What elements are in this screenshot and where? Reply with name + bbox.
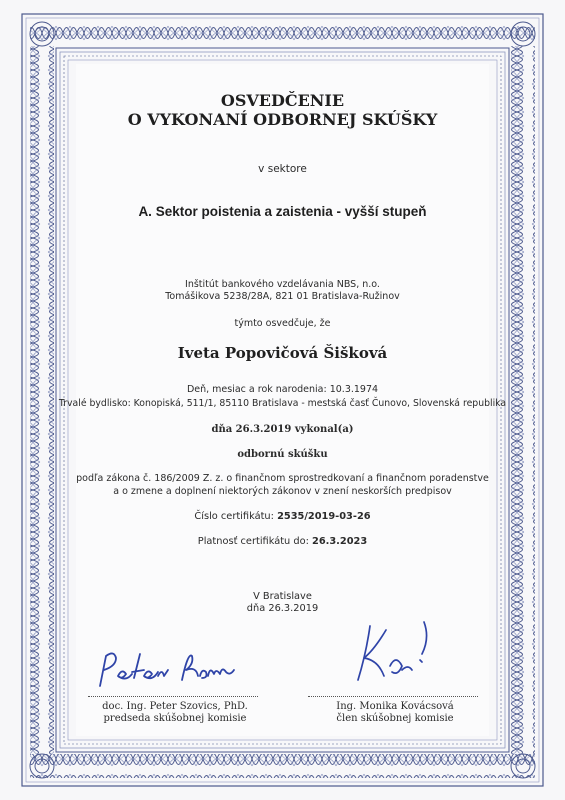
left-signatory-name: doc. Ing. Peter Szovics, PhD. bbox=[102, 701, 248, 712]
validity-row bbox=[0, 536, 565, 548]
validity-label: Platnosť certifikátu do: bbox=[197, 536, 313, 547]
certificate-number-row bbox=[0, 511, 565, 523]
right-signatory bbox=[295, 701, 495, 725]
issue-place: V Bratislave bbox=[253, 591, 312, 602]
right-signature-line bbox=[308, 696, 478, 697]
certificate-subtitle: O VYKONANÍ ODBORNEJ SKÚŠKY bbox=[127, 110, 438, 129]
left-signatory bbox=[75, 701, 275, 725]
left-signature bbox=[92, 646, 242, 692]
validity-date: 26.3.2023 bbox=[312, 536, 368, 547]
sector-name: A. Sektor poistenia a zaistenia - vyšší stupeň bbox=[138, 204, 427, 219]
certificate-title: OSVEDČENIE bbox=[220, 91, 345, 110]
law-reference-line2: a o zmene a doplnení niektorých zákonov v znení neskorších predpisov bbox=[113, 486, 452, 497]
law-reference-line1: podľa zákona č. 186/2009 Z. z. o finančnom sprostredkovaní a finančnom poradenstve bbox=[76, 473, 489, 484]
certificate-number-label: Číslo certifikátu: bbox=[194, 511, 278, 522]
birth-date: Deň, mesiac a rok narodenia: 10.3.1974 bbox=[186, 384, 379, 395]
right-signatory-role: člen skúšobnej komisie bbox=[336, 713, 454, 724]
exam-type: odbornú skúšku bbox=[237, 449, 328, 460]
institution-address: Tomášikova 5238/28A, 821 01 Bratislava-Ružinov bbox=[165, 291, 400, 302]
right-signatory-name: Ing. Monika Kovácsová bbox=[336, 701, 454, 712]
institution-name: Inštitút bankového vzdelávania NBS, n.o. bbox=[185, 279, 380, 290]
left-signature-line bbox=[88, 696, 258, 697]
permanent-address: Trvalé bydlisko: Konopiská, 511/1, 85110 Bratislava - mestská časť Čunovo, Slovenská republika bbox=[58, 398, 507, 409]
certificate-number: 2535/2019-03-26 bbox=[277, 511, 371, 522]
certifies-text: týmto osvedčuje, že bbox=[234, 318, 331, 329]
right-signature bbox=[336, 614, 446, 694]
left-signatory-role: predseda skúšobnej komisie bbox=[103, 713, 247, 724]
person-name: Iveta Popovičová Šišková bbox=[177, 344, 388, 362]
sector-intro: v sektore bbox=[258, 163, 307, 175]
issue-date: dňa 26.3.2019 bbox=[246, 603, 319, 614]
exam-date: dňa 26.3.2019 vykonal(a) bbox=[211, 424, 354, 435]
